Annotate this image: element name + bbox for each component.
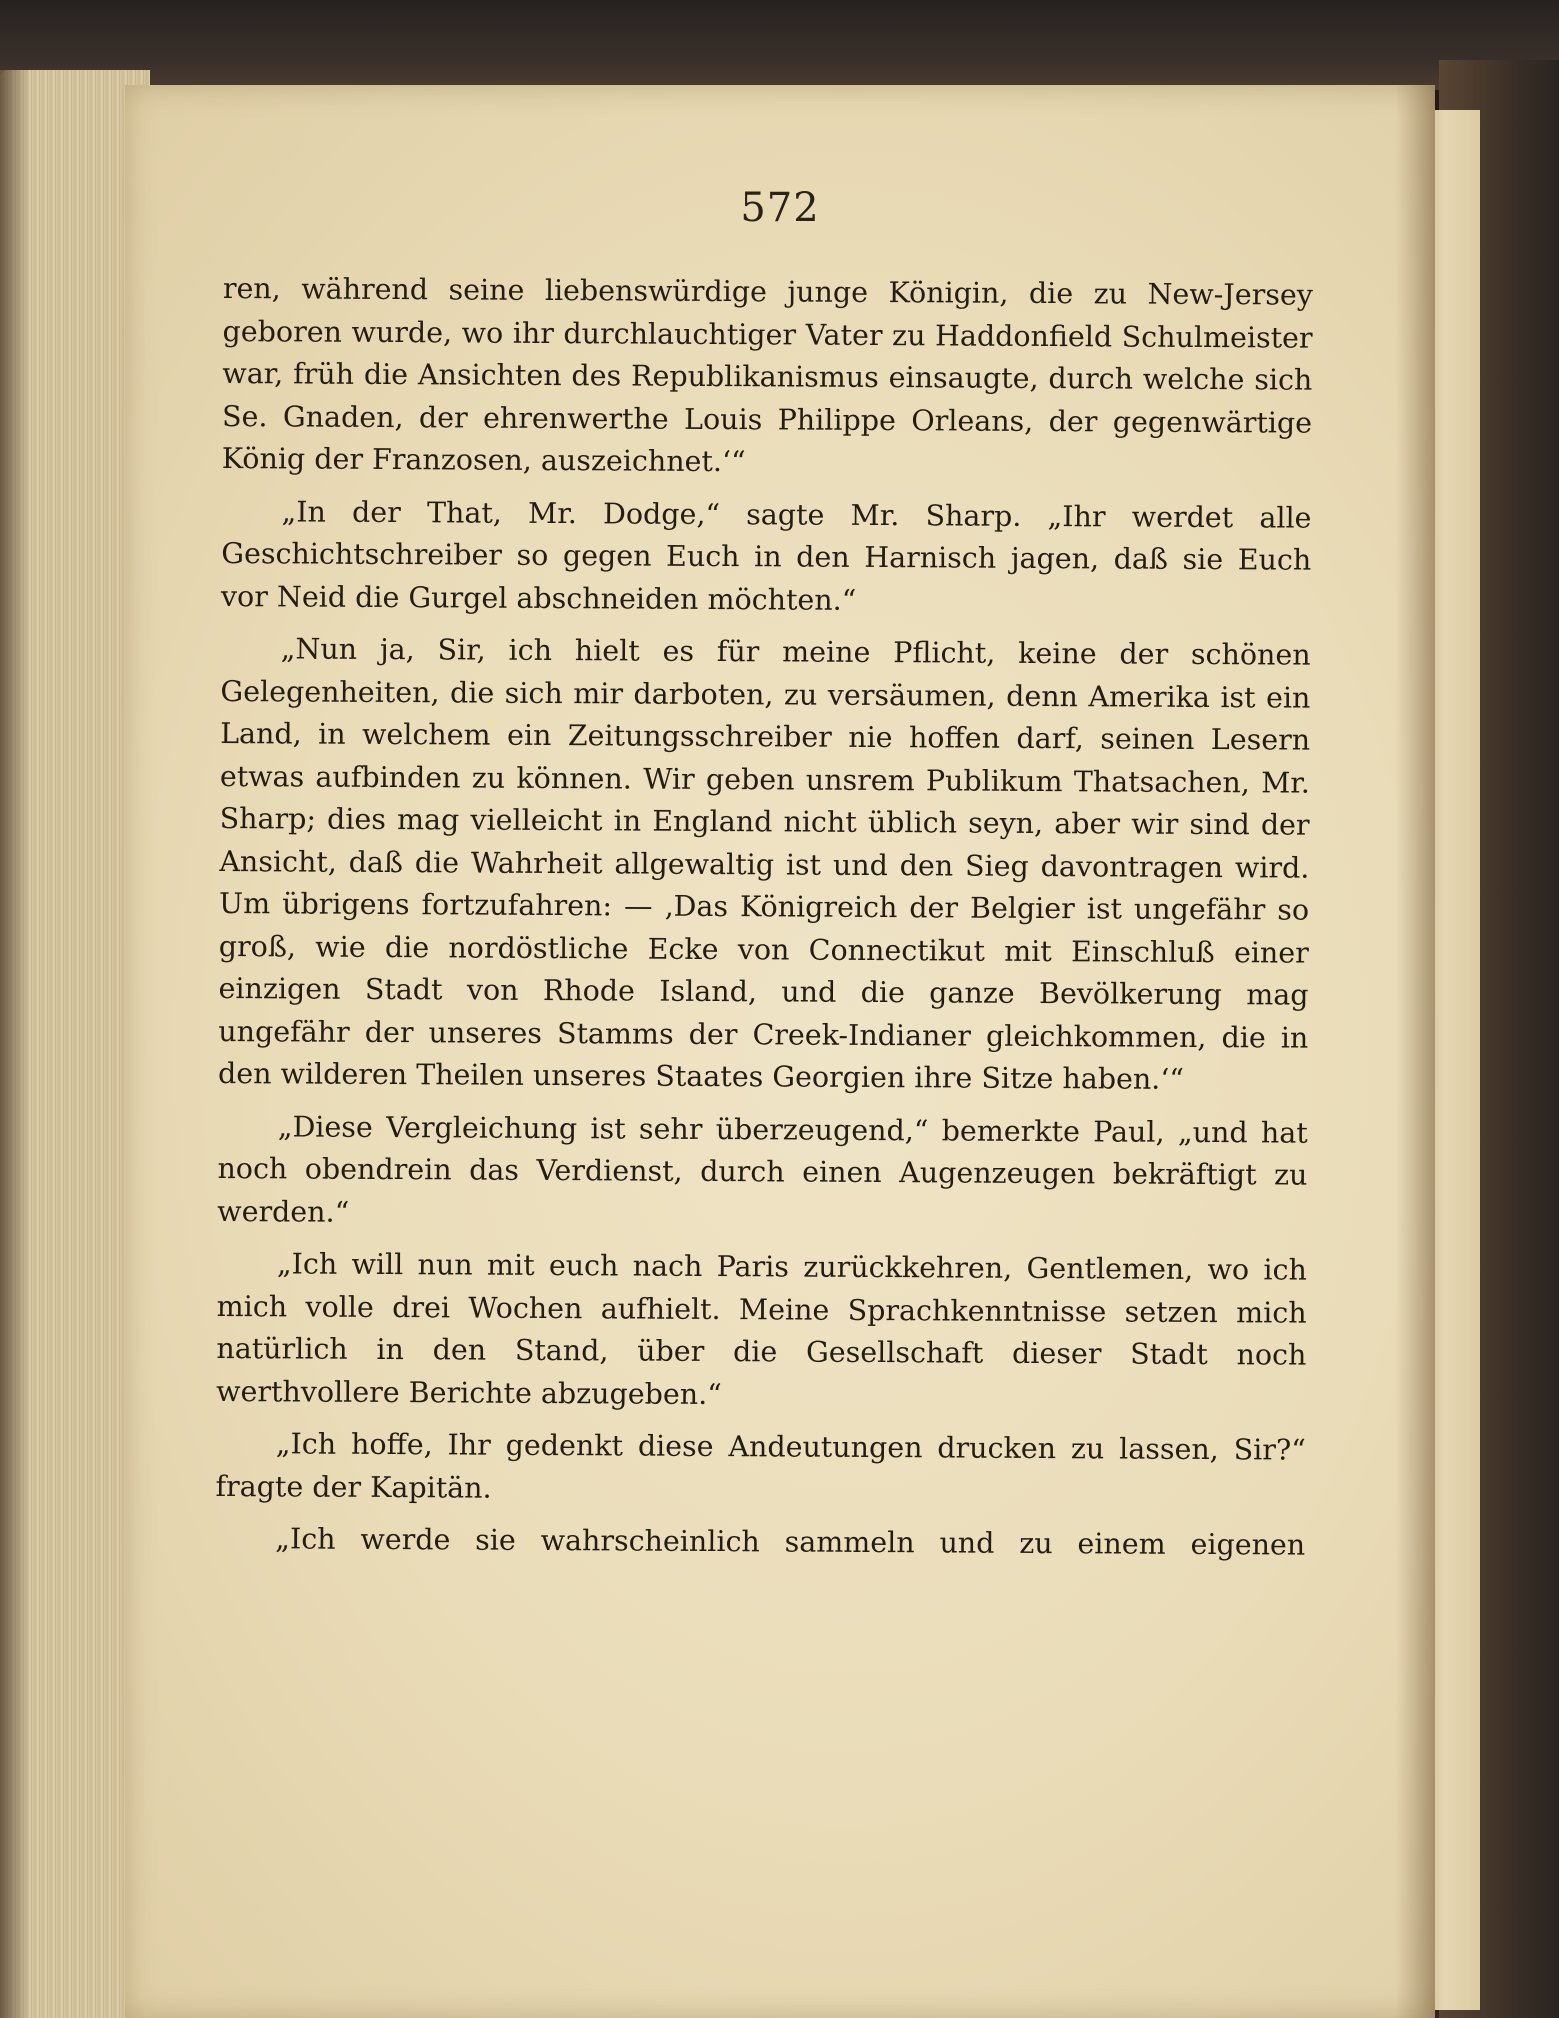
page-gutter-shadow: [1395, 85, 1435, 2018]
page-number: 572: [740, 185, 820, 231]
book-cover-top: [0, 0, 1559, 90]
paragraph-2: „In der That, Mr. Dodge,“ sagte Mr. Sharp. „Ihr werdet alle Geschichtschreiber so gegen Euch in den Harnisch jagen, daß sie Euch vor Neid die Gurgel abschneiden möchten.“: [220, 494, 1312, 617]
paragraph-3: „Nun ja, Sir, ich hielt es für meine Pflicht, keine der schönen Gelegenheiten, die sich mir darboten, zu versäumen, denn Amerika ist ein Land, in welchem ein Zeitungsschreiber nie hoffen darf, seinen Lesern etwas aufbinden zu können. Wir geben unsrem Publikum Thatsachen, Mr. Sharp; dies mag vielleicht in England nicht üblich seyn, aber wir sind der Ansicht, daß die Wahrheit allgewaltig ist und den Sieg davontragen wird. Um übrigens fortzufahren: — ‚Das Königreich der Belgier ist ungefähr so groß, wie die nordöstliche Ecke von Connectikut mit Einschluß einer einzigen Stadt von Rhode Island, und die ganze Bevölkerung mag ungefähr der unseres Stamms der Creek-Indianer gleichkommen, die in den wilderen Theilen unseres Staates Georgien ihre Sitze haben.‘“: [217, 632, 1311, 1096]
paragraph-1: ren, während seine liebenswürdige junge Königin, die zu New-Jersey geboren wurde, wo ihr durchlauchtiger Vater zu Haddonfield Schulmeister war, früh die Ansichten des Republikanismus einsaugte, durch welche sich Se. Gnaden, der ehrenwerthe Louis Philippe Orleans, der gegenwärtige König der Franzosen, auszeichnet.‘“: [221, 271, 1313, 479]
paragraph-4: „Diese Vergleichung ist sehr überzeugend,“ bemerkte Paul, „und hat noch obendrein das Verdienst, durch einen Augenzeugen bekräftigt zu werden.“: [217, 1109, 1308, 1229]
paragraph-5: „Ich will nun mit euch nach Paris zurückkehren, Gentlemen, wo ich mich volle drei Wochen aufhielt. Meine Sprachkenntnisse setzen mich natürlich in den Stand, über die Gesellschaft dieser Stadt noch werthvollere Berichte abzugeben.“: [216, 1247, 1307, 1411]
paragraph-7: „Ich werde sie wahrscheinlich sammeln und zu einem eigenen: [275, 1522, 1306, 1562]
paragraph-6: „Ich hoffe, Ihr gedenkt diese Andeutungen drucken zu lassen, Sir?“ fragte der Kapitän.: [215, 1427, 1306, 1505]
body-text: [215, 268, 1313, 1567]
